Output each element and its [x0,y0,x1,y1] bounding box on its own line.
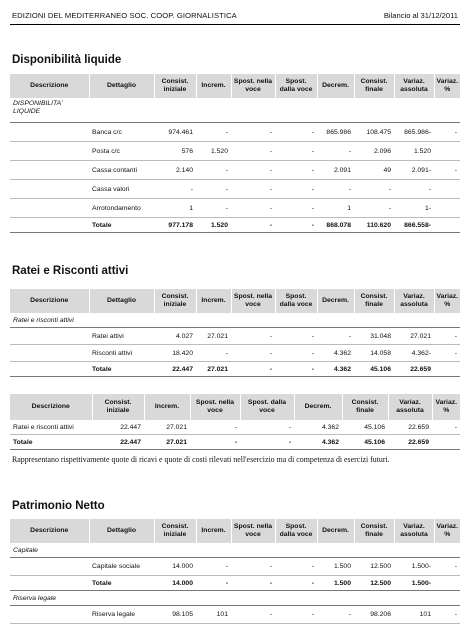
table-row [10,142,460,161]
empty-cell [89,98,154,123]
total-row [10,435,460,450]
column-header: Variaz. % [434,74,460,98]
value-cell: 865.986- [394,123,434,142]
detail-cell: Cassa valori [89,180,154,199]
value-cell: 2.096 [354,142,394,161]
column-header: Increm. [196,74,231,98]
column-header: Spost. nella voce [190,394,240,420]
header-divider [10,24,460,25]
empty-cell [196,98,231,123]
ratei-note: Rappresentano rispettivamente quote di ricavi e quote di costi rilevati nell'esercizio ma di competenza di esercizi futuri. [12,455,390,464]
value-cell: 866.558- [394,218,434,233]
value-cell: 1.520 [196,218,231,233]
empty-cell [89,591,154,606]
description-cell: Ratei e risconti attivi [10,420,92,435]
value-cell [434,199,460,218]
value-cell: - [317,328,354,345]
group-label: DISPONIBILITA' LIQUIDE [10,98,89,123]
description-cell [10,576,89,591]
column-header: Variaz. assoluta [394,74,434,98]
group-label: Riserva legale [10,591,89,606]
value-cell: - [275,218,317,233]
empty-cell [317,313,354,328]
value-cell: 45.106 [342,435,388,450]
empty-cell [354,98,394,123]
liquidita-table [10,74,460,233]
description-cell [10,180,89,199]
value-cell: - [275,606,317,624]
column-header: Descrizione [10,74,89,98]
value-cell: 22.447 [92,435,144,450]
empty-cell [354,543,394,558]
detail-cell: Capitale sociale [89,558,154,576]
value-cell: - [196,180,231,199]
empty-cell [317,543,354,558]
column-header: Consist. finale [354,289,394,313]
total-row [10,576,460,591]
value-cell: - [231,180,275,199]
value-cell: - [154,180,196,199]
description-cell [10,606,89,624]
value-cell: 98.105 [154,606,196,624]
description-cell: Totale [10,435,92,450]
column-header: Decrem. [294,394,342,420]
value-cell [434,362,460,377]
value-cell: - [196,123,231,142]
value-cell: - [275,123,317,142]
header-row [10,74,460,98]
value-cell: 4.362 [294,420,342,435]
value-cell [434,180,460,199]
value-cell: 22.659 [388,435,432,450]
table-row [10,123,460,142]
value-cell: - [317,180,354,199]
empty-cell [154,591,196,606]
value-cell: 49 [354,161,394,180]
value-cell: 865.986 [317,123,354,142]
value-cell: 101 [196,606,231,624]
column-header: Consist. iniziale [92,394,144,420]
value-cell: 22.447 [154,362,196,377]
column-header: Spost. dalla voce [275,519,317,543]
table-row [10,420,460,435]
column-header: Consist. iniziale [154,519,196,543]
empty-cell [89,313,154,328]
column-header: Descrizione [10,519,89,543]
column-header: Spost. dalla voce [275,74,317,98]
value-cell: 4.027 [154,328,196,345]
table-row [10,328,460,345]
empty-cell [394,313,434,328]
column-header: Descrizione [10,289,89,313]
value-cell: - [231,123,275,142]
value-cell: 1 [317,199,354,218]
table-row [10,199,460,218]
company-name: EDIZIONI DEL MEDITERRANEO SOC. COOP. GIORNALISTICA [12,11,237,20]
value-cell: - [190,435,240,450]
detail-cell: Totale [89,362,154,377]
value-cell: - [275,362,317,377]
value-cell: - [231,142,275,161]
value-cell: - [275,558,317,576]
detail-cell: Totale [89,218,154,233]
section-title-patrimonio: Patrimonio Netto [12,500,105,512]
group-row [10,543,460,558]
column-header: Consist. finale [342,394,388,420]
column-header: Decrem. [317,74,354,98]
column-header: Dettaglio [89,74,154,98]
value-cell: - [275,161,317,180]
empty-cell [196,313,231,328]
column-header: Increm. [144,394,190,420]
empty-cell [317,98,354,123]
value-cell: - [231,218,275,233]
empty-cell [154,543,196,558]
column-header: Descrizione [10,394,92,420]
patrimonio-table [10,519,460,624]
empty-cell [394,543,434,558]
header-row [10,519,460,543]
value-cell: - [275,576,317,591]
description-cell [10,199,89,218]
value-cell: 1.520 [394,142,434,161]
column-header: Variaz. % [432,394,460,420]
value-cell: - [317,142,354,161]
detail-cell: Arrotondamento [89,199,154,218]
value-cell: 22.447 [92,420,144,435]
value-cell: - [196,199,231,218]
column-header: Spost. nella voce [231,519,275,543]
value-cell: 108.475 [354,123,394,142]
table-row [10,606,460,624]
column-header: Consist. finale [354,519,394,543]
value-cell: - [231,199,275,218]
description-cell [10,328,89,345]
empty-cell [434,591,460,606]
column-header: Decrem. [317,289,354,313]
empty-cell [434,543,460,558]
description-cell [10,218,89,233]
column-header: Increm. [196,519,231,543]
detail-cell: Ratei attivi [89,328,154,345]
empty-cell [196,591,231,606]
empty-cell [154,313,196,328]
column-header: Dettaglio [89,519,154,543]
empty-cell [394,591,434,606]
empty-cell [231,543,275,558]
header-row [10,394,460,420]
value-cell: 576 [154,142,196,161]
column-header: Variaz. assoluta [388,394,432,420]
value-cell: 14.000 [154,558,196,576]
table-row [10,345,460,362]
empty-cell [275,591,317,606]
description-cell [10,345,89,362]
value-cell: - [240,435,294,450]
value-cell: - [434,123,460,142]
value-cell: - [196,345,231,362]
empty-cell [317,591,354,606]
value-cell: - [231,328,275,345]
value-cell: 4.362- [394,345,434,362]
value-cell: 4.362 [294,435,342,450]
value-cell: - [196,161,231,180]
detail-cell: Posta c/c [89,142,154,161]
value-cell: 2.091 [317,161,354,180]
value-cell: - [354,199,394,218]
value-cell: - [394,180,434,199]
empty-cell [231,313,275,328]
empty-cell [154,98,196,123]
value-cell: - [275,180,317,199]
table-row [10,161,460,180]
empty-cell [394,98,434,123]
empty-cell [275,98,317,123]
description-cell [10,123,89,142]
value-cell: 18.420 [154,345,196,362]
table-row [10,558,460,576]
value-cell: 4.362 [317,345,354,362]
value-cell: - [434,328,460,345]
group-label: Ratei e risconti attivi [10,313,89,328]
value-cell: 27.021 [394,328,434,345]
value-cell: 1 [154,199,196,218]
value-cell: - [240,420,294,435]
column-header: Variaz. % [434,289,460,313]
value-cell: - [432,420,460,435]
column-header: Spost. nella voce [231,74,275,98]
value-cell: - [434,606,460,624]
group-row [10,98,460,123]
value-cell: - [275,328,317,345]
value-cell: 1- [394,199,434,218]
value-cell: - [275,199,317,218]
value-cell: 14.000 [154,576,196,591]
value-cell: - [317,606,354,624]
value-cell: 101 [394,606,434,624]
column-header: Variaz. assoluta [394,289,434,313]
empty-cell [354,313,394,328]
detail-cell: Riserva legale [89,606,154,624]
empty-cell [275,543,317,558]
section-title-ratei: Ratei e Risconti attivi [12,265,129,277]
column-header: Dettaglio [89,289,154,313]
value-cell: 22.659 [394,362,434,377]
value-cell: 12.500 [354,576,394,591]
value-cell: - [275,345,317,362]
value-cell: 974.461 [154,123,196,142]
empty-cell [231,98,275,123]
value-cell: - [231,345,275,362]
value-cell: - [434,161,460,180]
value-cell: 2.091- [394,161,434,180]
group-row [10,591,460,606]
detail-cell: Banca c/c [89,123,154,142]
value-cell: - [434,558,460,576]
value-cell: 4.362 [317,362,354,377]
empty-cell [434,313,460,328]
value-cell [434,218,460,233]
description-cell [10,558,89,576]
value-cell: 868.078 [317,218,354,233]
value-cell: - [231,161,275,180]
value-cell: 1.500 [317,558,354,576]
value-cell: - [196,576,231,591]
empty-cell [89,543,154,558]
detail-cell: Risconti attivi [89,345,154,362]
ratei-table [10,289,460,377]
value-cell: - [434,345,460,362]
value-cell: 1.500- [394,558,434,576]
total-row [10,362,460,377]
description-cell [10,161,89,180]
value-cell: 31.048 [354,328,394,345]
value-cell: 22.659 [388,420,432,435]
description-cell [10,362,89,377]
section-title-liquidita: Disponibilità liquide [12,54,122,66]
empty-cell [196,543,231,558]
value-cell: 1.520 [196,142,231,161]
value-cell [434,142,460,161]
empty-cell [434,98,460,123]
value-cell: 27.021 [144,420,190,435]
value-cell: - [231,576,275,591]
empty-cell [354,591,394,606]
detail-cell: Totale [89,576,154,591]
value-cell: 2.140 [154,161,196,180]
value-cell: 977.178 [154,218,196,233]
value-cell: 14.058 [354,345,394,362]
value-cell: 98.206 [354,606,394,624]
value-cell: 27.021 [144,435,190,450]
column-header: Consist. finale [354,74,394,98]
value-cell: 12.500 [354,558,394,576]
description-cell [10,142,89,161]
column-header: Consist. iniziale [154,289,196,313]
value-cell: 110.620 [354,218,394,233]
value-cell: - [275,142,317,161]
empty-cell [275,313,317,328]
value-cell [434,576,460,591]
value-cell: - [190,420,240,435]
column-header: Increm. [196,289,231,313]
column-header: Spost. nella voce [231,289,275,313]
ratei-summary-table [10,394,460,450]
value-cell: - [354,180,394,199]
value-cell: 45.106 [354,362,394,377]
value-cell: - [231,362,275,377]
column-header: Variaz. % [434,519,460,543]
group-row [10,313,460,328]
value-cell: 27.021 [196,362,231,377]
value-cell: 1.500- [394,576,434,591]
value-cell: 27.021 [196,328,231,345]
value-cell: - [231,606,275,624]
balance-date: Bilancio al 31/12/2011 [383,11,458,20]
column-header: Spost. dalla voce [240,394,294,420]
column-header: Decrem. [317,519,354,543]
empty-cell [231,591,275,606]
value-cell: - [196,558,231,576]
total-row [10,218,460,233]
column-header: Spost. dalla voce [275,289,317,313]
value-cell [432,435,460,450]
column-header: Consist. iniziale [154,74,196,98]
value-cell: 1.500 [317,576,354,591]
column-header: Variaz. assoluta [394,519,434,543]
table-row [10,180,460,199]
group-label: Capitale [10,543,89,558]
detail-cell: Cassa contanti [89,161,154,180]
value-cell: - [231,558,275,576]
value-cell: 45.106 [342,420,388,435]
header-row [10,289,460,313]
